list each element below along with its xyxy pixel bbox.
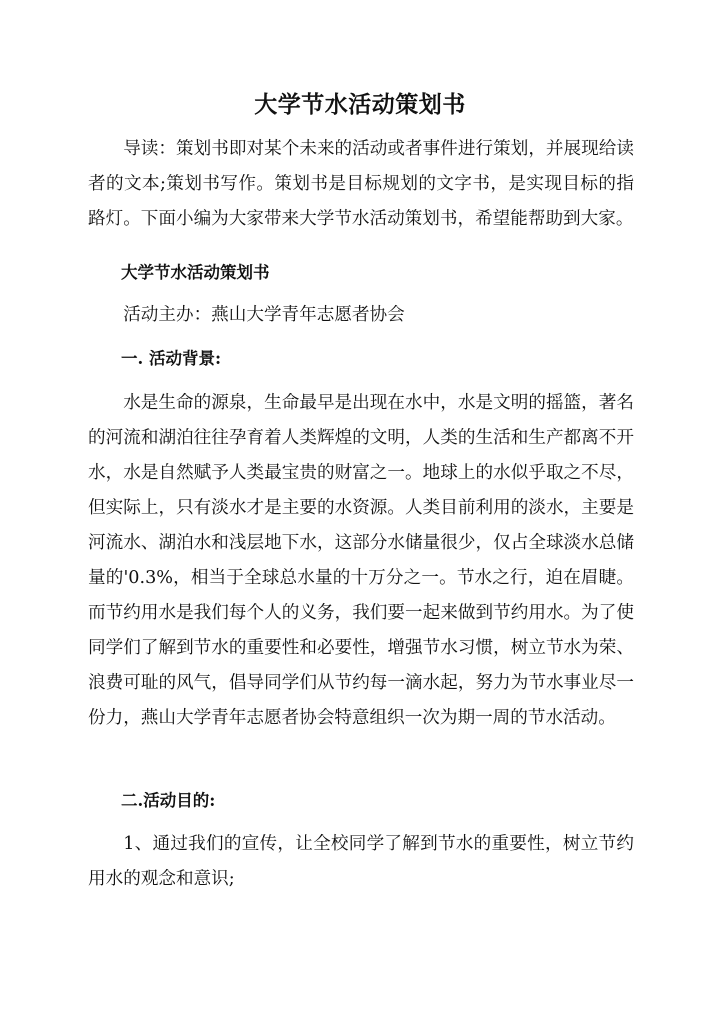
organizer-line: 活动主办：燕山大学青年志愿者协会	[123, 305, 405, 325]
purpose-item-1: 1、通过我们的宣传，让全校同学了解到节水的重要性，树立节约用水的观念和意识;	[88, 834, 634, 889]
document-title: 大学节水活动策划书	[254, 91, 466, 118]
section-heading-background: 一. 活动背景:	[121, 349, 222, 368]
section-heading-purpose: 二.活动目的:	[121, 791, 216, 810]
subtitle-heading: 大学节水活动策划书	[121, 263, 270, 282]
background-paragraph: 水是生命的源泉，生命最早是出现在水中，水是文明的摇篮，著名的河流和湖泊往往孕育着人类辉煌的文明，人类的生活和生产都离不开水，水是自然赋予人类最宝贵的财富之一。地球上的水似乎取之不尽，但实际上，只有淡水才是主要的水资源。人类目前利用的淡水，主要是河流水、湖泊水和浅层地下水，这部分水储量很少，仅占全球淡水总储量的'0.3%，相当于全球总水量的十万分之一。节水之行，迫在眉睫。而节约用水是我们每个人的义务，我们要一起来做到节约用水。为了使同学们了解到节水的重要性和必要性，增强节水习惯，树立节水为荣、浪费可耻的风气，倡导同学们从节约每一滴水起，努力为节水事业尽一份力，燕山大学青年志愿者协会特意组织一次为期一周的节水活动。	[88, 393, 634, 728]
intro-paragraph: 导读：策划书即对某个未来的活动或者事件进行策划，并展现给读者的文本;策划书写作。策划书是目标规划的文字书，是实现目标的指路灯。下面小编为大家带来大学节水活动策划书，希望能帮助到大家。	[88, 139, 634, 229]
